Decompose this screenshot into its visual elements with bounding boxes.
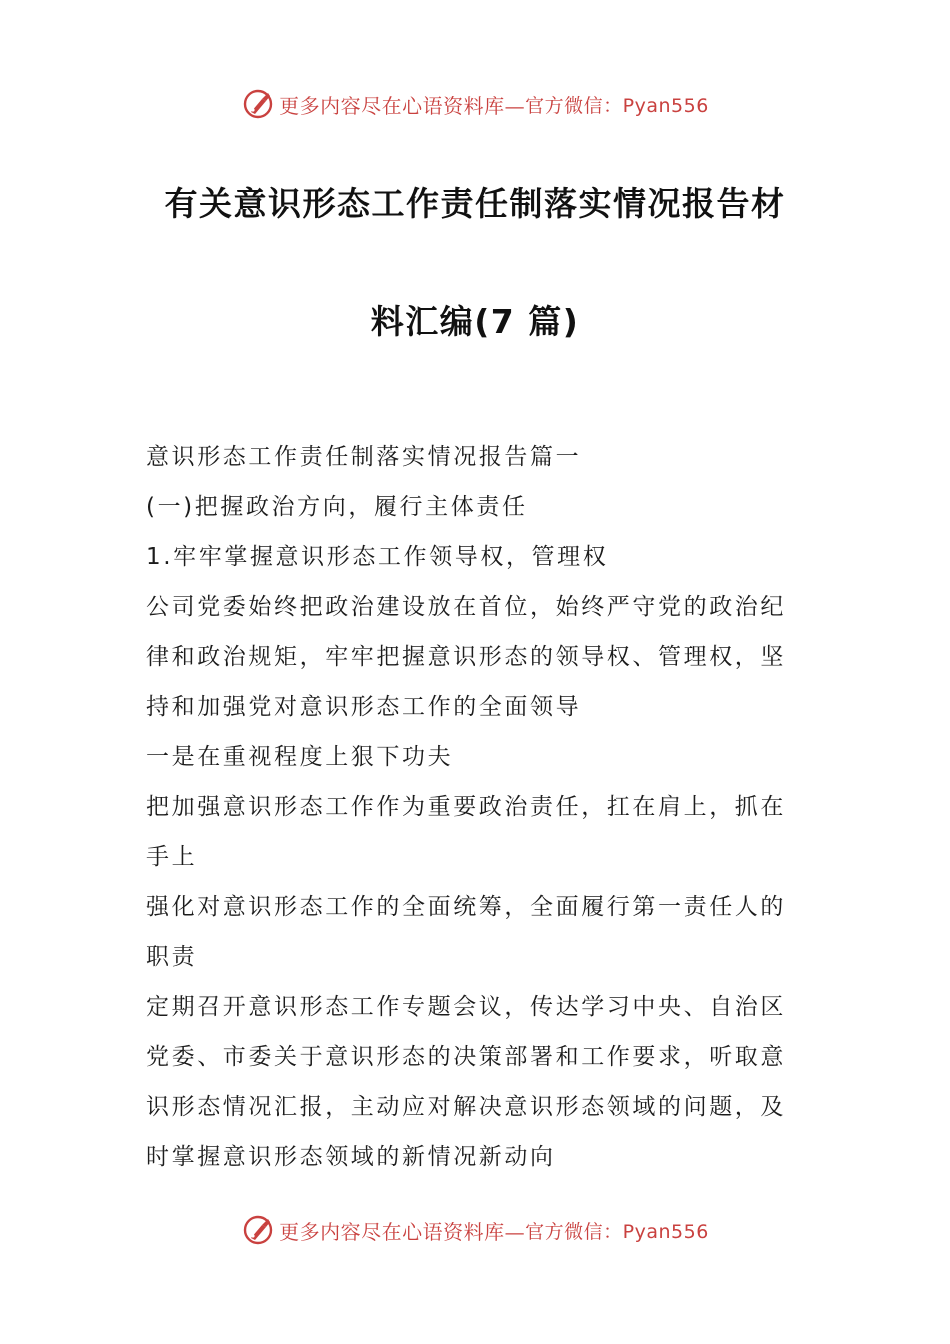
watermark-text: 更多内容尽在心语资料库— (279, 93, 526, 118)
point-heading: 一是在重视程度上狠下功夫 (146, 744, 454, 770)
header-watermark (0, 84, 950, 124)
paragraph-line: 律和政治规矩，牢牢把握意识形态的领导权、管理权，坚 (146, 644, 786, 670)
paragraph-line: 定期召开意识形态工作专题会议，传达学习中央、自治区 (146, 994, 786, 1020)
paragraph-line: 职责 (146, 944, 198, 970)
paragraph-line: 手上 (146, 844, 198, 870)
item-heading: 1.牢牢掌握意识形态工作领导权，管理权 (146, 544, 609, 570)
section-heading: 意识形态工作责任制落实情况报告篇一 (146, 444, 582, 470)
paragraph-line: 时掌握意识形态领域的新情况新动向 (146, 1144, 556, 1170)
document-title-line-2: 料汇编(7 篇) (370, 302, 580, 341)
paragraph-line: 党委、市委关于意识形态的决策部署和工作要求，听取意 (146, 1044, 786, 1070)
watermark-contact: 官方微信：Pyan556 (525, 1220, 709, 1243)
paragraph-line: 持和加强党对意识形态工作的全面领导 (146, 694, 582, 720)
watermark-contact: 官方微信：Pyan556 (525, 94, 709, 117)
paragraph-line: 强化对意识形态工作的全面统筹，全面履行第一责任人的 (146, 894, 786, 920)
paragraph-line: 公司党委始终把政治建设放在首位，始终严守党的政治纪 (146, 594, 786, 620)
subsection-heading: (一)把握政治方向，履行主体责任 (146, 494, 528, 520)
document-title-line-1: 有关意识形态工作责任制落实情况报告材 (164, 184, 786, 223)
watermark-text: 更多内容尽在心语资料库— (279, 1219, 526, 1244)
pen-logo-icon (241, 1213, 275, 1247)
paragraph-line: 识形态情况汇报，主动应对解决意识形态领域的问题，及 (146, 1094, 786, 1120)
paragraph-line: 把加强意识形态工作作为重要政治责任，扛在肩上，抓在 (146, 794, 786, 820)
footer-watermark (0, 1210, 950, 1250)
pen-logo-icon (241, 87, 275, 121)
document-body (146, 432, 810, 1182)
